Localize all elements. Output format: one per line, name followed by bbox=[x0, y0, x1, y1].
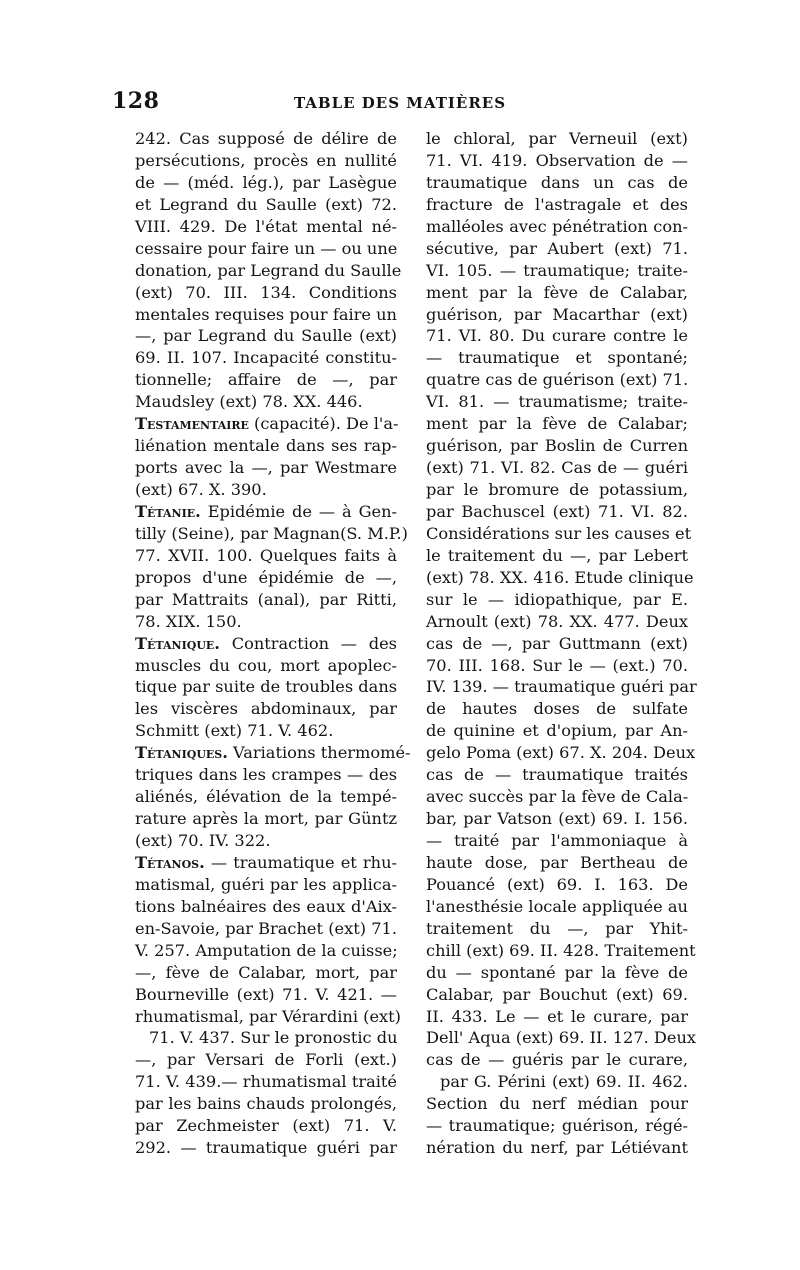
text-line bbox=[426, 194, 688, 216]
line-text: V. 257. Amputation de la cuisse; bbox=[135, 940, 398, 960]
text-line bbox=[135, 698, 397, 720]
line-text: le traitement du —, par Lebert bbox=[426, 545, 688, 565]
entry-headword: Tétanos. bbox=[135, 852, 205, 872]
entry-headword: Testamentaire bbox=[135, 414, 249, 434]
line-text: de — (méd. lég.), par Lasègue bbox=[135, 172, 397, 192]
line-text: Calabar, par Bouchut (ext) 69. bbox=[426, 984, 688, 1004]
line-text: 71. V. 439.— rhumatismal traité bbox=[135, 1072, 397, 1092]
text-line bbox=[135, 413, 397, 435]
line-text: de quinine et d'opium, par An- bbox=[426, 721, 688, 741]
line-text: guérison, par Boslin de Curren bbox=[426, 436, 688, 456]
right-column bbox=[426, 128, 697, 1159]
line-text: VIII. 429. De l'état mental né- bbox=[135, 216, 397, 236]
text-line bbox=[426, 720, 688, 742]
text-line bbox=[426, 1027, 697, 1049]
page-number: 128 bbox=[112, 88, 160, 114]
text-line bbox=[135, 830, 397, 852]
line-text: 70. III. 168. Sur le — (ext.) 70. bbox=[426, 655, 688, 675]
line-text: 242. Cas supposé de délire de bbox=[135, 129, 397, 148]
text-line bbox=[426, 808, 688, 830]
text-line bbox=[426, 896, 688, 918]
line-text: Maudsley (ext) 78. XX. 446. bbox=[135, 392, 363, 412]
line-text: par G. Périni (ext) 69. II. 462. bbox=[440, 1072, 688, 1092]
text-line bbox=[135, 786, 397, 808]
text-line bbox=[135, 128, 397, 150]
text-line bbox=[135, 194, 397, 216]
text-line bbox=[426, 852, 688, 874]
text-line bbox=[426, 545, 688, 567]
text-line bbox=[426, 1049, 688, 1071]
line-text: Bourneville (ext) 71. V. 421. — bbox=[135, 984, 397, 1004]
text-line bbox=[135, 655, 397, 677]
line-text: VI. 105. — traumatique; traite- bbox=[426, 260, 688, 280]
line-text: Section du nerf médian pour bbox=[426, 1094, 688, 1114]
line-text: tions balnéaires des eaux d'Aix- bbox=[135, 896, 397, 916]
line-text: (ext) 71. VI. 82. Cas de — guéri bbox=[426, 458, 688, 478]
line-text: Pouancé (ext) 69. I. 163. De bbox=[426, 874, 688, 894]
text-line bbox=[135, 238, 397, 260]
text-line bbox=[426, 501, 688, 523]
text-line bbox=[426, 282, 688, 304]
text-line bbox=[426, 369, 688, 391]
line-text: 71. VI. 419. Observation de — bbox=[426, 150, 688, 170]
line-text: (ext) 78. XX. 416. Etude clinique bbox=[426, 567, 694, 587]
line-text: traumatique dans un cas de bbox=[426, 172, 688, 192]
text-line bbox=[135, 633, 397, 655]
line-text: cas de — traumatique traités bbox=[426, 765, 688, 785]
text-line bbox=[426, 479, 688, 501]
text-line bbox=[426, 216, 688, 238]
text-line bbox=[426, 347, 688, 369]
entry-headword: Tétanique. bbox=[135, 633, 220, 653]
text-line bbox=[426, 150, 688, 172]
text-line bbox=[135, 1006, 401, 1028]
text-line bbox=[135, 676, 397, 698]
line-text: persécutions, procès en nullité bbox=[135, 150, 397, 170]
line-text: cessaire pour faire un — ou une bbox=[135, 238, 398, 258]
line-text: IV. 139. — traumatique guéri par bbox=[426, 677, 697, 697]
text-line bbox=[135, 501, 397, 523]
line-text: du — spontané par la fève de bbox=[426, 962, 688, 982]
text-line bbox=[426, 742, 696, 764]
line-text: rhumatismal, par Vérardini (ext) bbox=[135, 1006, 401, 1026]
line-text: II. 433. Le — et le curare, par bbox=[426, 1006, 688, 1026]
text-line bbox=[135, 611, 397, 633]
line-text: haute dose, par Bertheau de bbox=[426, 852, 688, 872]
text-line bbox=[426, 391, 688, 413]
text-line bbox=[135, 347, 397, 369]
text-line bbox=[426, 764, 688, 786]
text-line bbox=[135, 808, 397, 830]
line-text: — traumatique et rhu- bbox=[204, 852, 397, 872]
line-text: — traumatique; guérison, régé- bbox=[426, 1116, 688, 1136]
line-text: et Legrand du Saulle (ext) 72. bbox=[135, 194, 397, 214]
text-line bbox=[426, 304, 688, 326]
line-text: par Zechmeister (ext) 71. V. bbox=[135, 1116, 397, 1136]
line-text: 292. — traumatique guéri par bbox=[135, 1138, 397, 1158]
line-text: muscles du cou, mort apoplec- bbox=[135, 655, 397, 675]
text-line bbox=[426, 940, 696, 962]
line-text: gelo Poma (ext) 67. X. 204. Deux bbox=[426, 743, 696, 763]
entry-headword: Tétaniques. bbox=[135, 743, 228, 763]
left-column bbox=[135, 128, 411, 1159]
line-text: 77. XVII. 100. Quelques faits à bbox=[135, 545, 397, 565]
text-line bbox=[135, 260, 402, 282]
line-text: 71. V. 437. Sur le pronostic du bbox=[149, 1028, 398, 1048]
text-line bbox=[135, 391, 397, 413]
line-text: traitement du —, par Yhit- bbox=[426, 918, 688, 938]
line-text: aliénés, élévation de la tempé- bbox=[135, 787, 397, 807]
text-line bbox=[426, 523, 692, 545]
line-text: donation, par Legrand du Saulle bbox=[135, 260, 402, 280]
line-text: (ext) 70. IV. 322. bbox=[135, 831, 271, 850]
line-text: en-Savoie, par Brachet (ext) 71. bbox=[135, 918, 397, 938]
text-line bbox=[426, 918, 688, 940]
text-line bbox=[135, 1071, 397, 1093]
text-line bbox=[135, 479, 397, 501]
text-line bbox=[135, 325, 397, 347]
line-text: VI. 81. — traumatisme; traite- bbox=[426, 392, 688, 412]
line-text: 69. II. 107. Incapacité constitu- bbox=[135, 348, 397, 368]
text-line bbox=[135, 545, 397, 567]
text-line bbox=[135, 1093, 397, 1115]
line-text: (ext) 67. X. 390. bbox=[135, 480, 267, 499]
text-line bbox=[426, 962, 688, 984]
line-text: matismal, guéri par les applica- bbox=[135, 874, 397, 894]
line-text: mentales requises pour faire un bbox=[135, 304, 397, 324]
text-line bbox=[426, 1115, 688, 1137]
line-text: —, fève de Calabar, mort, par bbox=[135, 962, 397, 982]
text-line bbox=[135, 984, 397, 1006]
line-text: (capacité). De l'a- bbox=[248, 414, 399, 434]
line-text: (ext) 70. III. 134. Conditions bbox=[135, 282, 397, 302]
line-text: malléoles avec pénétration con- bbox=[426, 216, 688, 236]
text-line bbox=[426, 435, 688, 457]
text-line bbox=[135, 852, 397, 874]
text-line bbox=[135, 589, 397, 611]
line-text: avec succès par la fève de Cala- bbox=[426, 787, 689, 807]
text-line bbox=[135, 742, 411, 764]
text-line bbox=[135, 918, 397, 940]
line-text: cas de —, par Guttmann (ext) bbox=[426, 633, 688, 653]
text-line bbox=[426, 172, 688, 194]
text-line bbox=[135, 874, 397, 896]
line-text: l'anesthésie locale appliquée au bbox=[426, 896, 688, 916]
text-line bbox=[135, 567, 397, 589]
text-line bbox=[426, 984, 688, 1006]
line-text: fracture de l'astragale et des bbox=[426, 194, 688, 214]
text-line bbox=[135, 720, 397, 742]
text-line bbox=[426, 413, 688, 435]
line-text: guérison, par Macarthar (ext) bbox=[426, 304, 688, 324]
text-line bbox=[135, 282, 397, 304]
text-line bbox=[426, 457, 688, 479]
text-line bbox=[135, 523, 408, 545]
line-text: ment par la fève de Calabar, bbox=[426, 282, 688, 302]
line-text: par Bachuscel (ext) 71. VI. 82. bbox=[426, 501, 688, 521]
text-line bbox=[426, 1006, 688, 1028]
line-text: les viscères abdominaux, par bbox=[135, 699, 397, 719]
text-line bbox=[426, 830, 688, 852]
line-text: par Mattraits (anal), par Ritti, bbox=[135, 589, 397, 609]
line-text: Variations thermomé- bbox=[227, 743, 411, 763]
text-line bbox=[426, 676, 697, 698]
line-text: le chloral, par Verneuil (ext) bbox=[426, 129, 688, 148]
text-line bbox=[426, 786, 688, 808]
text-line bbox=[426, 1093, 688, 1115]
entry-headword: Tétanie. bbox=[135, 501, 201, 521]
line-text: 71. VI. 80. Du curare contre le bbox=[426, 326, 688, 346]
text-line bbox=[135, 216, 397, 238]
text-line bbox=[426, 260, 688, 282]
text-line bbox=[135, 1027, 397, 1049]
text-line bbox=[426, 325, 688, 347]
text-line bbox=[135, 764, 397, 786]
line-text: Contraction — des bbox=[219, 633, 397, 653]
text-line bbox=[426, 874, 688, 896]
running-title: TABLE DES MATIÈRES bbox=[293, 94, 507, 112]
line-text: de hautes doses de sulfate bbox=[426, 699, 688, 719]
line-text: cas de — guéris par le curare, bbox=[426, 1050, 688, 1070]
text-line bbox=[135, 172, 397, 194]
line-text: liénation mentale dans ses rap- bbox=[135, 436, 397, 456]
line-text: — traité par l'ammoniaque à bbox=[426, 831, 688, 850]
line-text: tionnelle; affaire de —, par bbox=[135, 370, 397, 390]
text-line bbox=[135, 150, 397, 172]
line-text: — traumatique et spontané; bbox=[426, 348, 688, 368]
text-line bbox=[135, 435, 397, 457]
text-line bbox=[426, 238, 688, 260]
line-text: tique par suite de troubles dans bbox=[135, 677, 398, 697]
line-text: rature après la mort, par Güntz bbox=[135, 809, 397, 829]
text-line bbox=[426, 567, 694, 589]
line-text: bar, par Vatson (ext) 69. I. 156. bbox=[426, 809, 688, 829]
line-text: nération du nerf, par Létiévant bbox=[426, 1138, 688, 1158]
line-text: —, par Legrand du Saulle (ext) bbox=[135, 326, 397, 346]
text-line bbox=[426, 611, 688, 633]
line-text: propos d'une épidémie de —, bbox=[135, 567, 397, 587]
text-line bbox=[426, 633, 688, 655]
text-line bbox=[135, 1115, 397, 1137]
text-line bbox=[426, 1137, 688, 1159]
text-line bbox=[135, 896, 397, 918]
text-line bbox=[135, 457, 397, 479]
line-text: tilly (Seine), par Magnan(S. M.P.) bbox=[135, 523, 408, 543]
line-text: chill (ext) 69. II. 428. Traitement bbox=[426, 940, 696, 960]
line-text: Considérations sur les causes et bbox=[426, 523, 692, 543]
text-line bbox=[135, 369, 397, 391]
line-text: 78. XIX. 150. bbox=[135, 611, 242, 631]
line-text: Arnoult (ext) 78. XX. 477. Deux bbox=[426, 611, 688, 631]
line-text: par le bromure de potassium, bbox=[426, 480, 688, 499]
line-text: Schmitt (ext) 71. V. 462. bbox=[135, 721, 334, 741]
text-line bbox=[426, 1071, 688, 1093]
text-line bbox=[135, 940, 397, 962]
line-text: sur le — idiopathique, par E. bbox=[426, 589, 688, 609]
line-text: —, par Versari de Forli (ext.) bbox=[135, 1050, 397, 1070]
line-text: Epidémie de — à Gen- bbox=[200, 501, 397, 521]
text-line bbox=[426, 128, 688, 150]
line-text: par les bains chauds prolongés, bbox=[135, 1094, 397, 1114]
text-line bbox=[426, 589, 688, 611]
text-line bbox=[426, 698, 688, 720]
text-line bbox=[135, 304, 397, 326]
text-line bbox=[135, 962, 397, 984]
line-text: sécutive, par Aubert (ext) 71. bbox=[426, 238, 688, 258]
text-line bbox=[135, 1137, 397, 1159]
line-text: quatre cas de guérison (ext) 71. bbox=[426, 370, 689, 390]
line-text: triques dans les crampes — des bbox=[135, 765, 397, 785]
text-line bbox=[135, 1049, 397, 1071]
line-text: ports avec la —, par Westmare bbox=[135, 458, 397, 478]
line-text: Dell' Aqua (ext) 69. II. 127. Deux bbox=[426, 1028, 697, 1048]
text-line bbox=[426, 655, 688, 677]
line-text: ment par la fève de Calabar; bbox=[426, 414, 688, 434]
